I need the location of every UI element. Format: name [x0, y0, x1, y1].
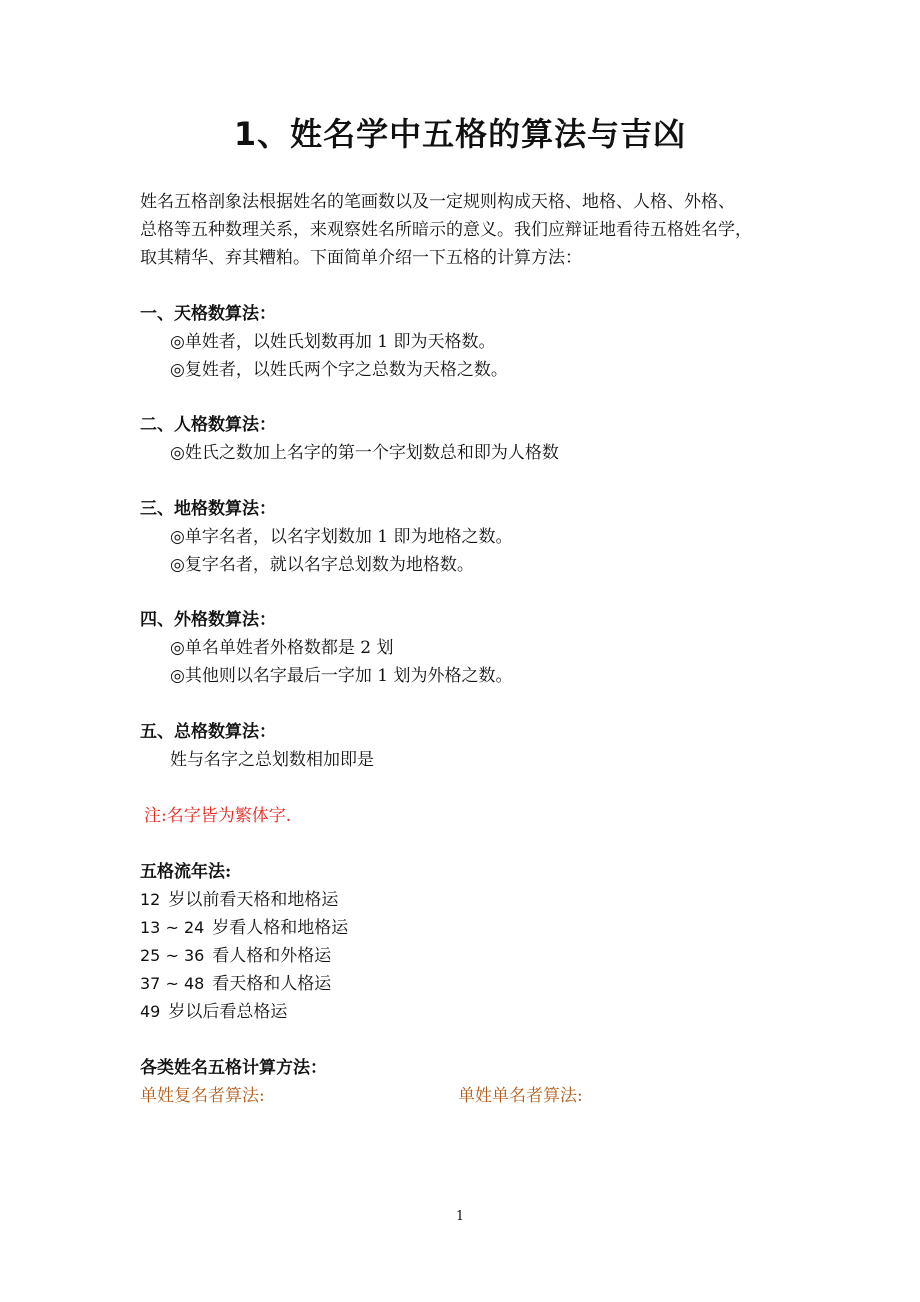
intro-line: 取其精华、弃其糟粕。下面简单介绍一下五格的计算方法：	[140, 248, 582, 268]
fortune-text: 看天格和人格运	[212, 974, 332, 994]
page-title: 1、姓名学中五格的算法与吉凶	[233, 115, 687, 153]
age-range: 12	[140, 890, 161, 909]
liunian-row	[140, 914, 790, 942]
age-range: 49	[140, 1002, 161, 1021]
section-item: 姓与名字之总划数相加即是	[170, 750, 374, 770]
methods-row	[140, 1082, 790, 1110]
age-range: 13 ~ 24	[140, 918, 205, 937]
section-item: ◎姓氏之数加上名字的第一个字划数总和即为人格数	[170, 443, 559, 463]
section-heading: 五、总格数算法：	[140, 722, 276, 742]
section-item: ◎其他则以名字最后一字加 1 划为外格之数。	[170, 666, 513, 686]
fortune-text: 看人格和外格运	[212, 946, 332, 966]
liunian-row	[140, 886, 790, 914]
fortune-text: 岁以后看总格运	[168, 1002, 288, 1022]
page-number: 1	[455, 1209, 465, 1224]
section-item: ◎复姓者，以姓氏两个字之总数为天格之数。	[170, 360, 508, 380]
section-item: ◎单姓者，以姓氏划数再加 1 即为天格数。	[170, 332, 496, 352]
liunian-heading: 五格流年法:	[140, 862, 232, 882]
liunian-row	[140, 998, 790, 1026]
calculation-methods	[140, 1054, 790, 1110]
age-range: 37 ~ 48	[140, 974, 205, 993]
intro-line: 姓名五格剖象法根据姓名的笔画数以及一定规则构成天格、地格、人格、外格、	[140, 192, 735, 212]
section-item: ◎单名单姓者外格数都是 2 划	[170, 638, 394, 658]
single-surname-double-name-method: 单姓复名者算法:	[140, 1086, 265, 1106]
liunian-row	[140, 970, 790, 998]
intro-line: 总格等五种数理关系，来观察姓名所暗示的意义。我们应辩证地看待五格姓名学，	[140, 220, 752, 240]
section-heading: 四、外格数算法：	[140, 610, 276, 630]
section-zongge	[140, 718, 790, 774]
fortune-text: 岁看人格和地格运	[212, 918, 349, 938]
liunian-row	[140, 942, 790, 970]
section-heading: 三、地格数算法：	[140, 499, 276, 519]
section-item: ◎单字名者，以名字划数加 1 即为地格之数。	[170, 527, 513, 547]
fortune-text: 岁以前看天格和地格运	[168, 890, 339, 910]
age-range: 25 ~ 36	[140, 946, 205, 965]
section-item: ◎复字名者，就以名字总划数为地格数。	[170, 555, 474, 575]
liunian-section	[140, 858, 790, 1026]
traditional-character-note: 注:名字皆为繁体字.	[144, 806, 292, 826]
section-dige	[140, 495, 790, 579]
section-tiange	[140, 300, 790, 384]
section-heading: 二、人格数算法：	[140, 415, 276, 435]
methods-heading: 各类姓名五格计算方法：	[140, 1058, 327, 1078]
section-waige	[140, 606, 790, 690]
single-surname-single-name-method: 单姓单名者算法:	[458, 1086, 583, 1106]
section-renge	[140, 411, 790, 467]
intro-paragraph	[140, 188, 788, 272]
section-heading: 一、天格数算法：	[140, 304, 276, 324]
